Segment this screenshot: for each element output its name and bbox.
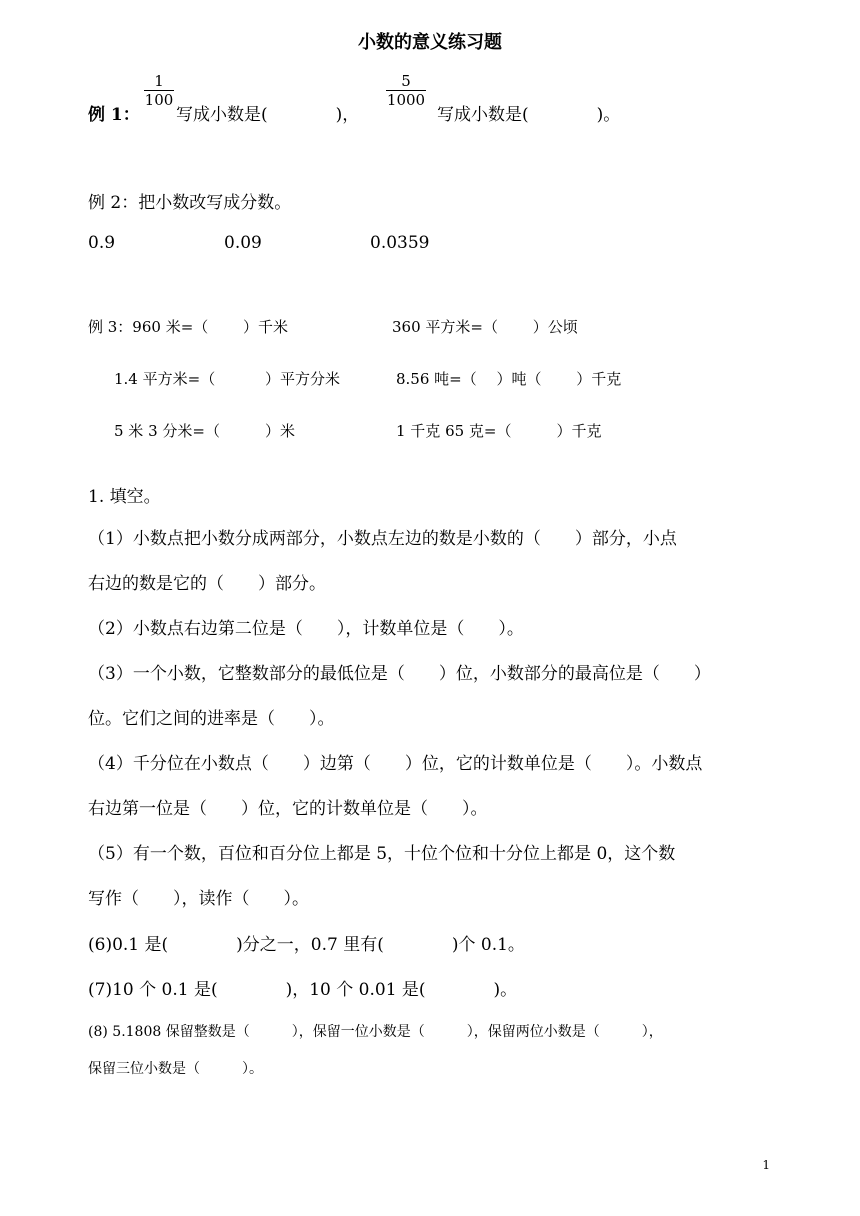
- fraction-1-denominator: 100: [144, 91, 174, 109]
- example-2-label: 例 2：把小数改写成分数。: [88, 193, 292, 213]
- example-3-item: 例 3：960 米=（ ）千米: [88, 318, 289, 336]
- page-number: 1: [762, 1158, 770, 1172]
- example-2-value: 0.09: [224, 233, 262, 253]
- section-1-line: 写作（ ），读作（ ）。: [88, 889, 309, 909]
- example-2-value: 0.0359: [370, 233, 430, 253]
- section-1-line: （2）小数点右边第二位是（ ），计数单位是（ ）。: [88, 619, 524, 639]
- section-1-item-8-line-2: 保留三位小数是（ ）。: [88, 1061, 263, 1077]
- section-1-line: （5）有一个数，百位和百分位上都是 5，十位个位和十分位上都是 0，这个数: [88, 844, 676, 864]
- section-1-line: （3）一个小数，它整数部分的最低位是（ ）位，小数部分的最高位是（ ）: [88, 664, 711, 684]
- example-1-text-1: 写成小数是( )，: [176, 105, 360, 125]
- fraction-1-numerator: 1: [154, 72, 164, 90]
- example-2-value: 0.9: [88, 233, 116, 253]
- example-3-item: 1 千克 65 克=（ ）千克: [396, 422, 602, 440]
- section-1-heading: 1. 填空。: [88, 487, 161, 507]
- section-1-line: 右边的数是它的（ ）部分。: [88, 574, 326, 594]
- example-1-text-2: 写成小数是( )。: [437, 105, 621, 125]
- section-1-line: (6)0.1 是( )分之一，0.7 里有( )个 0.1。: [88, 935, 525, 955]
- example-3-item: 5 米 3 分米=（ ）米: [114, 422, 295, 440]
- section-1-line: (7)10 个 0.1 是( )，10 个 0.01 是( )。: [88, 980, 518, 1000]
- example-3-item: 360 平方米=（ ）公顷: [392, 318, 578, 336]
- fraction-2-denominator: 1000: [386, 91, 426, 109]
- section-1-item-8-line-1: (8) 5.1808 保留整数是（ ），保留一位小数是（ ），保留两位小数是（ ），: [88, 1024, 663, 1040]
- fraction-2-numerator: 5: [401, 72, 411, 90]
- page-title: 小数的意义练习题: [358, 32, 502, 53]
- section-1-line: （4）千分位在小数点（ ）边第（ ）位，它的计数单位是（ ）。小数点: [88, 754, 703, 774]
- section-1-line: （1）小数点把小数分成两部分，小数点左边的数是小数的（ ）部分，小点: [88, 529, 677, 549]
- fraction-1: [144, 72, 174, 109]
- example-3-item: 8.56 吨=（ ）吨（ ）千克: [396, 370, 622, 388]
- fraction-2: [386, 72, 426, 109]
- section-1-line: 位。它们之间的进率是（ ）。: [88, 709, 335, 729]
- example-3-item: 1.4 平方米=（ ）平方分米: [114, 370, 340, 388]
- section-1-line: 右边第一位是（ ）位，它的计数单位是（ ）。: [88, 799, 488, 819]
- example-1-label: 例 1：: [88, 105, 140, 125]
